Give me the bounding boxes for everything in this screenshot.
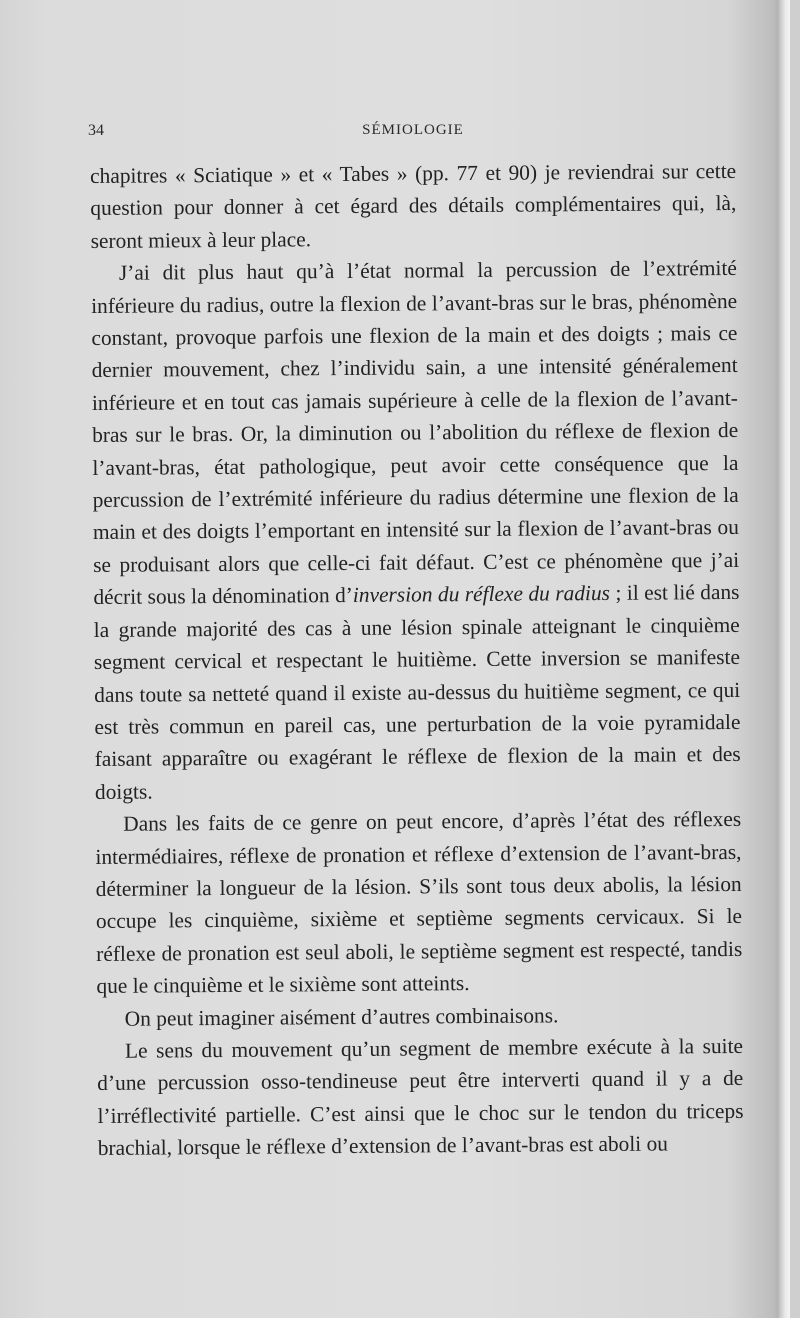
paragraph-2-start: J’ai dit plus haut qu’à l’état normal la percussion de l’extrémité inférieure du radius, outre la flexion de l’avant-bras sur le bras, phénomène constant, provoque parfois une flexion de la main et des doigts ; mais ce dernier mouvement, chez l’individu sain, a une intensité généralement inférieure et en tout cas jamais supérieure à celle de la flexion de l’avant-bras sur le bras. Or, la diminution ou l’abolition du réflexe de flexion de l’avant-bras, état pathologique, peut avoir cette conséquence que la percussion de l’extrémité inférieure du radius détermine une flexion de la main et des doigts l’emportant en intensité sur la flexion de l’avant-bras ou se produisant alors que celle-ci fait défaut. C’est ce phénomène que j’ai décrit sous la dénomination d’ <box>91 256 740 610</box>
paragraph-3: Dans les faits de ce genre on peut encore, d’après l’état des réflexes intermédiaires, réflexe de pronation et réflexe d’extension de l’avant-bras, déterminer la longueur de la lésion. S’ils sont tous deux abolis, la lésion occupe les cinquième, sixième et septième segments cervicaux. Si le réflexe de pronation est seul aboli, le septième segment est respecté, tandis que le cinquième et le sixième sont atteints. <box>95 807 743 999</box>
page-number: 34 <box>88 122 104 139</box>
paragraph-2 <box>91 252 741 808</box>
page-body <box>90 155 744 1165</box>
italic-term: inversion du réflexe du radius <box>352 581 611 608</box>
paragraph-2-end: ; il est lié dans la grande majorité des cas à une lésion spinale atteignant le cinquième segment cervical et respectant le huitième. Cette inversion se manifeste dans toute sa netteté quand il existe au-dessus du huitième segment, ce qui est très commun en pareil cas, une perturbation de la voie pyramidale faisant apparaître ou exagérant le réflexe de flexion de la main et des doigts. <box>93 580 741 804</box>
paragraph-4: On peut imaginer aisément d’autres combinaisons. <box>124 1002 559 1031</box>
paragraph-1: chapitres « Sciatique » et « Tabes » (pp. 77 et 90) je reviendrai sur cette question pour donner à cet égard des détails complémentaires qui, là, seront mieux à leur place. <box>90 158 737 253</box>
running-title: SÉMIOLOGIE <box>362 122 464 138</box>
page-header <box>88 122 738 152</box>
page-edge <box>778 0 790 1318</box>
paragraph-5: Le sens du mouvement qu’un segment de membre exécute à la suite d’une percussion osso-tendineuse peut être interverti quand il y a de l’irréflectivité partielle. C’est ainsi que le choc sur le tendon du triceps brachial, lorsque le réflexe d’extension de l’avant-bras est aboli ou <box>97 1033 744 1161</box>
